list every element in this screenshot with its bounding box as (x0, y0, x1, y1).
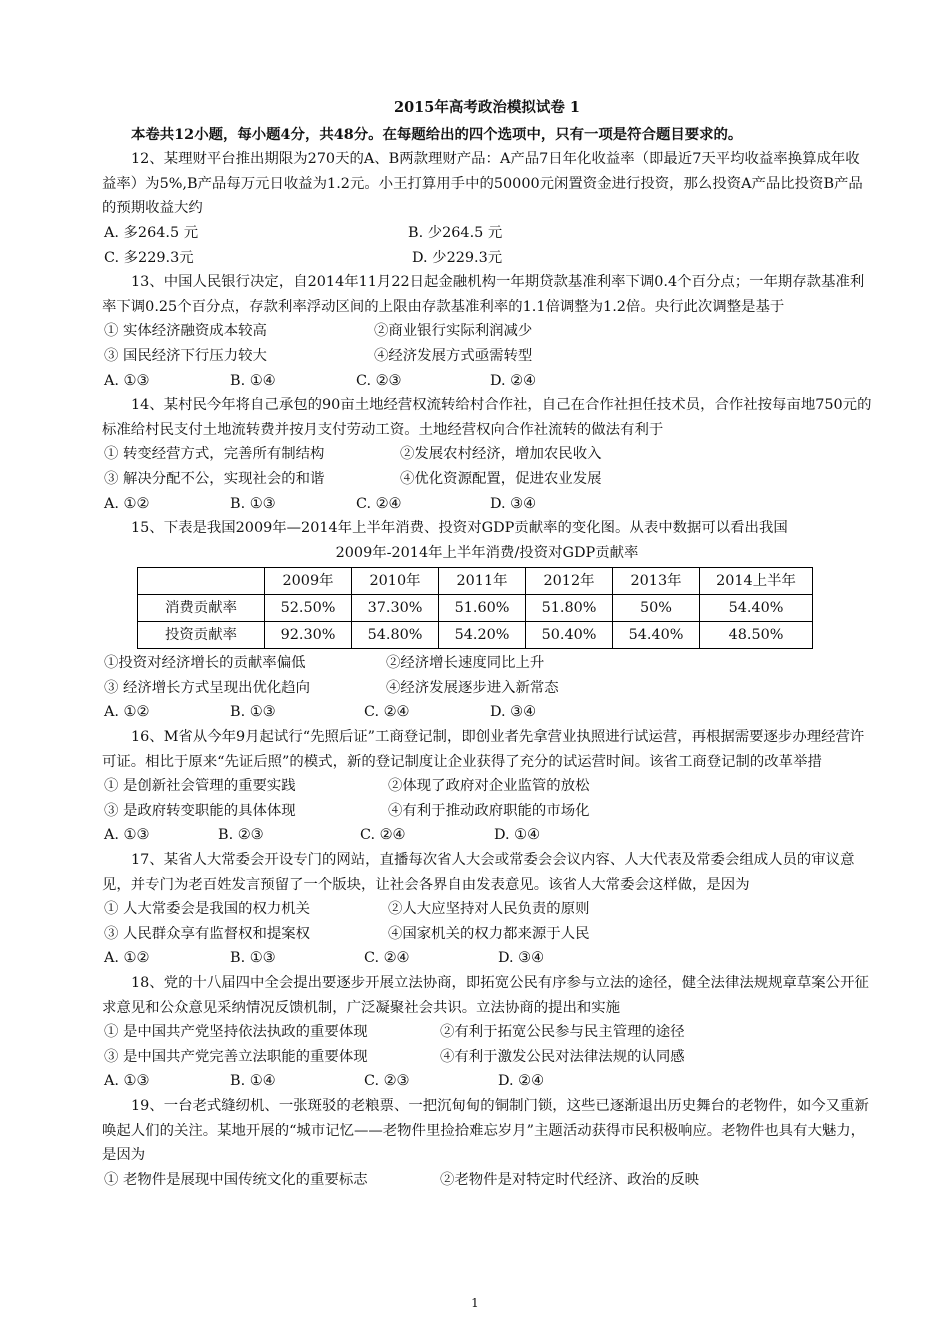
options-row (102, 221, 872, 246)
option-a: A. 多264.5 元 (104, 224, 199, 241)
statements-row (102, 467, 872, 492)
statement-2: ②人大应坚持对人民负责的原则 (388, 901, 590, 918)
table-header-cell: 2013年 (613, 568, 700, 595)
table-header-cell: 2009年 (265, 568, 352, 595)
option-c: C. ②③ (356, 372, 402, 389)
table-cell: 50% (613, 595, 700, 622)
statement-2: ②老物件是对特定时代经济、政治的反映 (440, 1171, 700, 1188)
statements-row (102, 1020, 872, 1045)
statement-3: ③ 是中国共产党完善立法职能的重要体现 (104, 1048, 368, 1065)
question-18: 18、党的十八届四中全会提出要逐步开展立法协商，即拓宽公民有序参与立法的途径，健全法律法规规章草案公开征求意见和公众意见采纳情况反馈机制，广泛凝聚社会共识。立法协商的提出和实施 (102, 975, 869, 1016)
statement-3: ③ 是政府转变职能的具体体现 (104, 802, 296, 819)
option-a: A. ①③ (104, 372, 150, 389)
option-a: A. ①② (104, 950, 150, 967)
option-c: C. ②④ (364, 704, 410, 721)
statement-4: ④有利于推动政府职能的市场化 (388, 802, 590, 819)
table-header-cell: 2010年 (352, 568, 439, 595)
options-row (102, 823, 872, 848)
instructions: 本卷共12小题，每小题4分，共48分。在每题给出的四个选项中，只有一项是符合题目要求的。 (131, 125, 743, 143)
option-a: A. ①② (104, 495, 150, 512)
option-d: D. ③④ (498, 950, 544, 967)
statement-2: ②有利于拓宽公民参与民主管理的途径 (440, 1024, 685, 1041)
option-a: A. ①② (104, 704, 150, 721)
statements-row (102, 344, 872, 369)
options-row (102, 1069, 872, 1094)
table-cell: 50.40% (526, 622, 613, 649)
statements-row (102, 1168, 872, 1193)
page-title: 2015年高考政治模拟试卷 1 (394, 99, 580, 116)
table-header-cell: 2011年 (439, 568, 526, 595)
statements-row (102, 799, 872, 824)
table-row-label: 投资贡献率 (138, 622, 265, 649)
table-cell: 51.60% (439, 595, 526, 622)
question-12: 12、某理财平台推出期限为270天的A、B两款理财产品：A产品7日年化收益率（即最近7天平均收益率换算成年收益率）为5%,B产品每万元日收益为1.2元。小王打算用手中的50000元闲置资金进行投资，那么投资A产品比投资B产品的预期收益大约 (102, 151, 863, 217)
table-cell: 37.30% (352, 595, 439, 622)
options-row (102, 369, 872, 394)
statement-4: ④有利于激发公民对法律法规的认同感 (440, 1048, 685, 1065)
table-cell: 51.80% (526, 595, 613, 622)
question-13: 13、中国人民银行决定，自2014年11月22日起金融机构一年期贷款基准利率下调0.4个百分点；一年期存款基准利率下调0.25个百分点，存款利率浮动区间的上限由存款基准利率的1.1倍调整为1.2倍。央行此次调整是基于 (102, 274, 865, 315)
statement-2: ②商业银行实际利润减少 (374, 323, 533, 340)
statements-row (102, 774, 872, 799)
statement-1: ① 是中国共产党坚持依法执政的重要体现 (104, 1024, 368, 1041)
option-a: A. ①③ (104, 1073, 150, 1090)
option-d: D. ①④ (494, 827, 540, 844)
statement-2: ②发展农村经济，增加农民收入 (400, 446, 602, 463)
option-c: C. ②④ (360, 827, 406, 844)
page-number: 1 (471, 1296, 479, 1310)
statement-2: ②体现了政府对企业监管的放松 (388, 778, 590, 795)
table-caption: 2009年-2014年上半年消费/投资对GDP贡献率 (335, 544, 639, 561)
options-row (102, 946, 872, 971)
options-row (102, 700, 872, 725)
option-b: B. ①③ (230, 704, 276, 721)
question-19: 19、一台老式缝纫机、一张斑驳的老粮票、一把沉甸甸的铜制门锁，这些已逐渐退出历史舞台的老物件，如今又重新唤起人们的关注。某地开展的“城市记忆——老物件里捡拾难忘岁月”主题活动获得市民积极响应。老物件也具有大魅力，是因为 (102, 1097, 869, 1164)
question-14: 14、某村民今年将自己承包的90亩土地经营权流转给村合作社，自己在合作社担任技术员，合作社按每亩地750元的标准给村民支付土地流转费并按月支付劳动工资。土地经营权向合作社流转的做法有利于 (102, 397, 872, 438)
table-header-cell (138, 568, 265, 595)
statement-1: ① 老物件是展现中国传统文化的重要标志 (104, 1171, 368, 1188)
option-d: D. ③④ (490, 704, 536, 721)
statement-1: ①投资对经济增长的贡献率偏低 (104, 655, 306, 672)
statements-row (102, 442, 872, 467)
statement-4: ④经济发展逐步进入新常态 (386, 679, 559, 696)
option-c: C. ②④ (364, 950, 410, 967)
table-header-cell: 2012年 (526, 568, 613, 595)
option-b: B. ①③ (230, 950, 276, 967)
table-cell: 92.30% (265, 622, 352, 649)
option-d: D. 少229.3元 (412, 249, 503, 266)
option-d: D. ③④ (490, 495, 536, 512)
exam-page (102, 96, 872, 1192)
table-header-cell: 2014上半年 (700, 568, 813, 595)
option-c: C. 多229.3元 (104, 249, 194, 266)
statement-1: ① 转变经营方式，完善所有制结构 (104, 446, 325, 463)
options-row (102, 492, 872, 517)
statements-row (102, 319, 872, 344)
table-cell: 54.80% (352, 622, 439, 649)
statement-2: ②经济增长速度同比上升 (386, 655, 545, 672)
statements-row (102, 651, 872, 676)
statement-3: ③ 解决分配不公，实现社会的和谐 (104, 470, 325, 487)
statement-1: ① 是创新社会管理的重要实践 (104, 778, 296, 795)
option-b: B. ②③ (218, 827, 264, 844)
statement-1: ① 实体经济融资成本较高 (104, 323, 267, 340)
option-b: B. ①③ (230, 495, 276, 512)
statement-3: ③ 经济增长方式呈现出优化趋向 (104, 679, 311, 696)
option-d: D. ②④ (490, 372, 536, 389)
table-cell: 54.40% (700, 595, 813, 622)
statement-3: ③ 人民群众享有监督权和提案权 (104, 925, 311, 942)
question-15: 15、下表是我国2009年—2014年上半年消费、投资对GDP贡献率的变化图。从表中数据可以看出我国 (131, 520, 788, 537)
statements-row (102, 922, 872, 947)
options-row (102, 246, 872, 271)
table-row (138, 622, 813, 649)
statement-1: ① 人大常委会是我国的权力机关 (104, 901, 311, 918)
option-a: A. ①③ (104, 827, 150, 844)
table-row (138, 595, 813, 622)
statement-4: ④经济发展方式亟需转型 (374, 347, 533, 364)
option-d: D. ②④ (498, 1073, 544, 1090)
question-16: 16、M省从今年9月起试行“先照后证”工商登记制，即创业者先拿营业执照进行试运营，再根据需要逐步办理经营许可证。相比于原来“先证后照”的模式，新的登记制度让企业获得了充分的试运营时间。该省工商登记制的改革举措 (102, 729, 865, 770)
table-header-row (138, 568, 813, 595)
statement-3: ③ 国民经济下行压力较大 (104, 347, 267, 364)
table-cell: 54.40% (613, 622, 700, 649)
option-b: B. 少264.5 元 (408, 224, 503, 241)
gdp-contribution-table (137, 567, 813, 649)
option-c: C. ②④ (356, 495, 402, 512)
question-17: 17、某省人大常委会开设专门的网站，直播每次省人大会或常委会会议内容、人大代表及常委会组成人员的审议意见，并专门为老百姓发言预留了一个版块，让社会各界自由发表意见。该省人大常委会这样做，是因为 (102, 852, 855, 893)
table-cell: 54.20% (439, 622, 526, 649)
statements-row (102, 1045, 872, 1070)
option-b: B. ①④ (230, 372, 276, 389)
table-cell: 48.50% (700, 622, 813, 649)
option-b: B. ①④ (230, 1073, 276, 1090)
option-c: C. ②③ (364, 1073, 410, 1090)
statements-row (102, 897, 872, 922)
statement-4: ④优化资源配置，促进农业发展 (400, 470, 602, 487)
statements-row (102, 676, 872, 701)
statement-4: ④国家机关的权力都来源于人民 (388, 925, 590, 942)
table-cell: 52.50% (265, 595, 352, 622)
table-row-label: 消费贡献率 (138, 595, 265, 622)
